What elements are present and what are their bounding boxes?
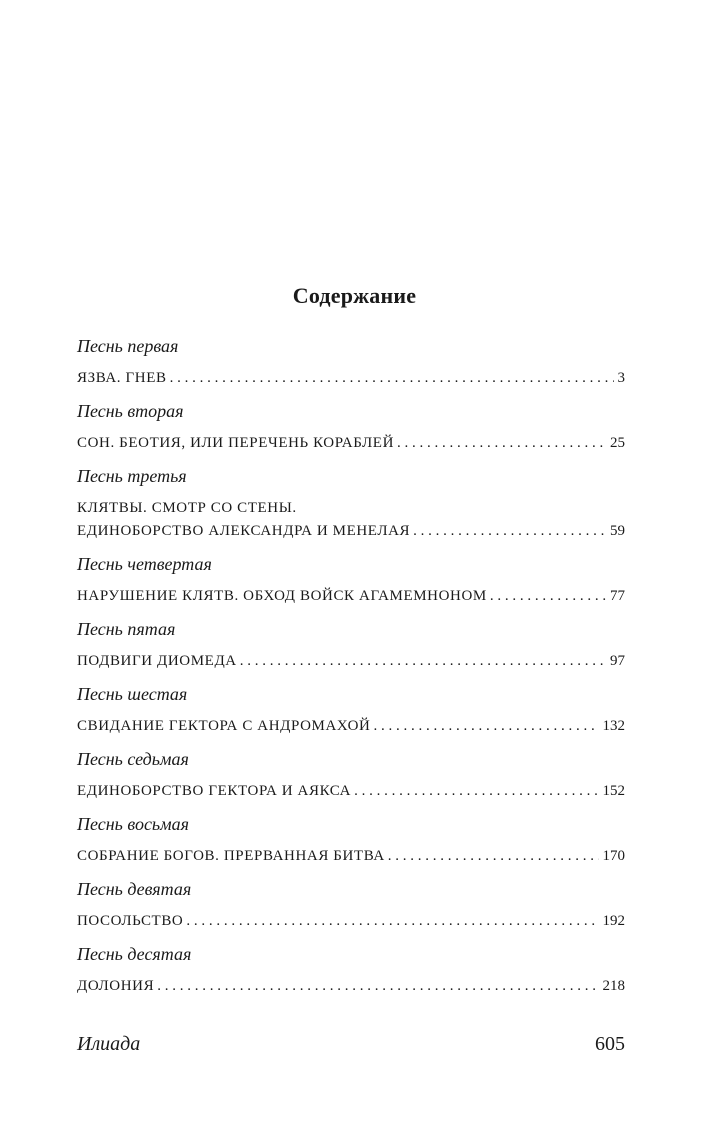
song-label: Песнь девятая <box>77 879 192 899</box>
song-label: Песнь первая <box>77 336 179 356</box>
chapter-title: НАРУШЕНИЕ КЛЯТВ. ОБХОД ВОЙСК АГАМЕМНОНОМ <box>77 588 487 604</box>
chapter-title: ЕДИНОБОРСТВО АЛЕКСАНДРА И МЕНЕЛАЯ <box>77 523 411 539</box>
chapter-title: СОН. БЕОТИЯ, ИЛИ ПЕРЕЧЕНЬ КОРАБЛЕЙ <box>77 435 395 451</box>
toc-entry <box>77 398 625 463</box>
song-label: Песнь восьмая <box>77 814 189 834</box>
toc-line <box>77 585 625 607</box>
song-label: Песнь пятая <box>77 619 176 639</box>
page-number: 25 <box>610 435 625 451</box>
chapter-title: ПОСОЛЬСТВО <box>77 913 184 929</box>
toc-line <box>77 432 625 454</box>
song-label: Песнь третья <box>77 466 187 486</box>
dot-leader <box>490 585 606 607</box>
page-number: 192 <box>602 913 625 929</box>
toc-line <box>77 367 625 389</box>
toc-line <box>77 715 625 737</box>
toc-entry <box>77 681 625 746</box>
chapter-title: ЯЗВА. ГНЕВ <box>77 370 167 386</box>
footer-book-title: Илиада <box>77 1033 141 1055</box>
dot-leader <box>373 715 598 737</box>
page-number: 132 <box>602 718 625 734</box>
toc-entry <box>77 463 625 551</box>
song-label: Песнь седьмая <box>77 749 189 769</box>
toc-entry <box>77 876 625 941</box>
page-number: 97 <box>610 653 625 669</box>
toc-entry <box>77 811 625 876</box>
toc-line <box>77 780 625 802</box>
toc-entry <box>77 551 625 616</box>
chapter-title: ЕДИНОБОРСТВО ГЕКТОРА И АЯКСА <box>77 783 352 799</box>
toc-line <box>77 975 625 997</box>
toc-line <box>77 520 625 542</box>
dot-leader <box>186 910 598 932</box>
toc-line <box>77 650 625 672</box>
table-of-contents <box>77 333 625 1006</box>
page-title: Содержание <box>292 283 417 308</box>
toc-entry <box>77 616 625 681</box>
toc-entry <box>77 941 625 1006</box>
toc-line <box>77 910 625 932</box>
song-label: Песнь десятая <box>77 944 192 964</box>
toc-entry <box>77 333 625 398</box>
page-number: 59 <box>610 523 625 539</box>
chapter-title: ПОДВИГИ ДИОМЕДА <box>77 653 237 669</box>
page-number: 152 <box>602 783 625 799</box>
song-label: Песнь шестая <box>77 684 188 704</box>
toc-entry <box>77 746 625 811</box>
dot-leader <box>413 520 606 542</box>
dot-leader <box>354 780 598 802</box>
toc-line <box>77 845 625 867</box>
chapter-title: ДОЛОНИЯ <box>77 978 155 994</box>
chapter-title: КЛЯТВЫ. СМОТР СО СТЕНЫ. <box>77 500 297 516</box>
dot-leader <box>240 650 606 672</box>
chapter-title: СОБРАНИЕ БОГОВ. ПРЕРВАННАЯ БИТВА <box>77 848 385 864</box>
footer-page-number: 605 <box>595 1033 625 1055</box>
dot-leader <box>388 845 599 867</box>
page-number: 170 <box>602 848 625 864</box>
page-number: 218 <box>602 978 625 994</box>
page-number: 77 <box>610 588 625 604</box>
song-label: Песнь вторая <box>77 401 184 421</box>
dot-leader <box>170 367 614 389</box>
dot-leader <box>397 432 606 454</box>
chapter-title: СВИДАНИЕ ГЕКТОРА С АНДРОМАХОЙ <box>77 718 371 734</box>
page-number: 3 <box>617 370 625 386</box>
song-label: Песнь четвертая <box>77 554 212 574</box>
dot-leader <box>157 975 598 997</box>
